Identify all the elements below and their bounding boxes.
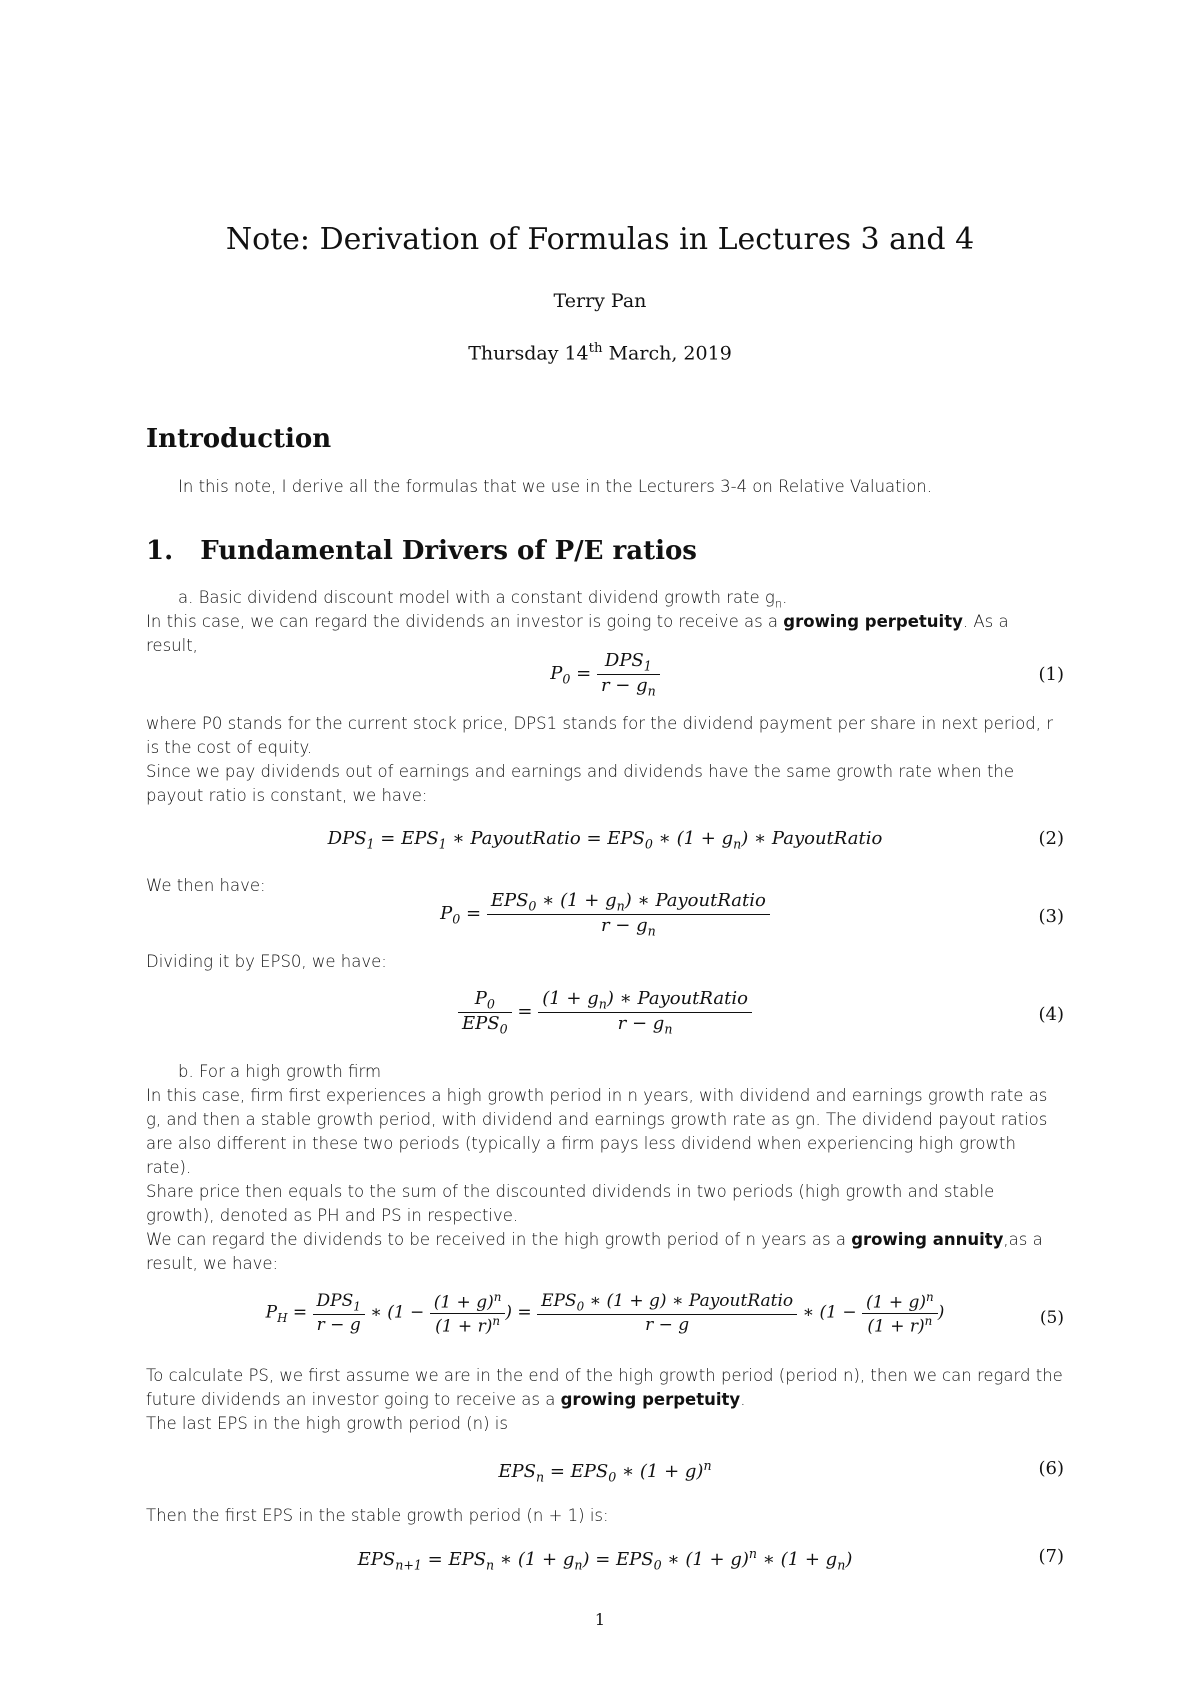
equation-2: $DPS_1 = EPS_1$ ∗ PayoutRatio = $EPS_0$ ∗ $(1 + g_n)$ ∗ PayoutRatio (2) bbox=[327, 828, 1064, 852]
intro-heading: Introduction bbox=[146, 424, 332, 454]
eq7-number: (7) bbox=[1038, 1546, 1064, 1567]
eq5-number: (5) bbox=[1039, 1308, 1064, 1328]
paragraph-2: where P0 stands for the current stock price, DPS1 stands for the dividend payment per share in next period, r is the cost of equity. bbox=[146, 714, 1054, 757]
equation-1: $P_0$ = $\frac{DPS_1}{r - g_n}$ (1) bbox=[550, 650, 1064, 699]
date-sup: th bbox=[588, 341, 603, 356]
part-a-sub: n bbox=[774, 596, 783, 611]
equation-7: $EPS_{n+1} = EPS_n$ ∗ $(1 + g_n) = EPS_0$ ∗ $(1 + g)^n$ ∗ $(1 + g_n)$ (7) bbox=[357, 1546, 1064, 1573]
paragraph-11: Then the first EPS in the stable growth period (n + 1) is: bbox=[146, 1506, 609, 1525]
p8-start: We can regard the dividends to be received in the high growth period of n years as a bbox=[146, 1230, 852, 1249]
date bbox=[0, 341, 1200, 364]
intro-text: In this note, I derive all the formulas that we use in the Lecturers 3-4 on Relative Valuation. bbox=[178, 477, 933, 496]
section1-heading: 1. Fundamental Drivers of P/E ratios bbox=[146, 536, 697, 566]
paragraph-9 bbox=[146, 1364, 1064, 1412]
p1-bold: growing perpetuity bbox=[783, 612, 963, 631]
p9-start: To calculate PS, we first assume we are in the end of the high growth period (period n), then we can regard the future dividends an investor going to receive as a bbox=[146, 1366, 1063, 1409]
paragraph-8 bbox=[146, 1228, 1064, 1276]
eq1-number: (1) bbox=[1038, 664, 1064, 685]
paragraph-5: Dividing it by EPS0, we have: bbox=[146, 952, 387, 971]
part-a-label: a. Basic dividend discount model with a constant dividend growth rate $g_n$. bbox=[178, 588, 788, 611]
p9-end: . bbox=[740, 1390, 746, 1409]
eq4-number: (4) bbox=[1038, 1004, 1064, 1025]
p8-end: ,as a result, we have: bbox=[146, 1230, 1043, 1273]
date-prefix: Thursday 14 bbox=[468, 342, 589, 365]
part-b-label: b. For a high growth firm bbox=[178, 1062, 382, 1081]
paragraph-6: In this case, firm first experiences a high growth period in n years, with dividend and earnings growth rate as g, and then a stable growth period, with dividend and earnings growth rate as gn. The dividend payout ratios are also different in these two periods (typically a firm pays less dividend when experiencing high growth rate). bbox=[146, 1086, 1048, 1177]
equation-3: $P_0$ = $\frac{EPS_0 ∗ (1 + g_n) ∗ PayoutRatio}{r - g_n}$ (3) bbox=[440, 890, 1064, 939]
page-number: 1 bbox=[594, 1610, 606, 1629]
eq6-number: (6) bbox=[1038, 1458, 1064, 1479]
p1-end: . As a result, bbox=[146, 612, 1009, 655]
date-suffix: March, 2019 bbox=[602, 342, 732, 365]
equation-4: $\frac{P_0}{EPS_0}$ = $\frac{(1 + g_n) ∗ PayoutRatio}{r - g_n}$ (4) bbox=[146, 988, 1064, 1044]
eq3-number: (3) bbox=[1038, 906, 1064, 927]
paragraph-7: Share price then equals to the sum of the discounted dividends in two periods (high growth and stable growth), denoted as PH and PS in respective. bbox=[146, 1182, 995, 1225]
page-title: Note: Derivation of Formulas in Lectures 3 and 4 bbox=[225, 222, 975, 257]
author: Terry Pan bbox=[553, 290, 647, 312]
part-a-text: a. Basic dividend discount model with a constant dividend growth rate g bbox=[178, 588, 775, 607]
equation-6: $EPS_n = EPS_0$ ∗ $(1 + g)^n$ (6) bbox=[498, 1458, 1064, 1485]
p9-bold: growing perpetuity bbox=[560, 1390, 741, 1409]
p1-start: In this case, we can regard the dividends an investor is going to receive as a bbox=[146, 612, 784, 631]
p8-bold: growing annuity bbox=[851, 1230, 1004, 1249]
paragraph-10: The last EPS in the high growth period (n) is bbox=[146, 1414, 508, 1433]
equation-5: $P_H$ = $\frac{DPS_1}{r - g}$ ∗ (1 − $\frac{(1 + g)^n}{(1 + r)^n}$ ) = $\frac{EPS_0 ∗ (1 + g) ∗ PayoutRatio}{r - g}$ ∗ (1 − $\frac{(1 + g)^n}{(1 + r)^n}$ ) (5) bbox=[265, 1290, 1064, 1337]
eq2-number: (2) bbox=[1038, 828, 1064, 849]
paragraph-4: We then have: bbox=[146, 876, 266, 895]
paragraph-3: Since we pay dividends out of earnings and earnings and dividends have the same growth rate when the payout ratio is constant, we have: bbox=[146, 762, 1015, 805]
